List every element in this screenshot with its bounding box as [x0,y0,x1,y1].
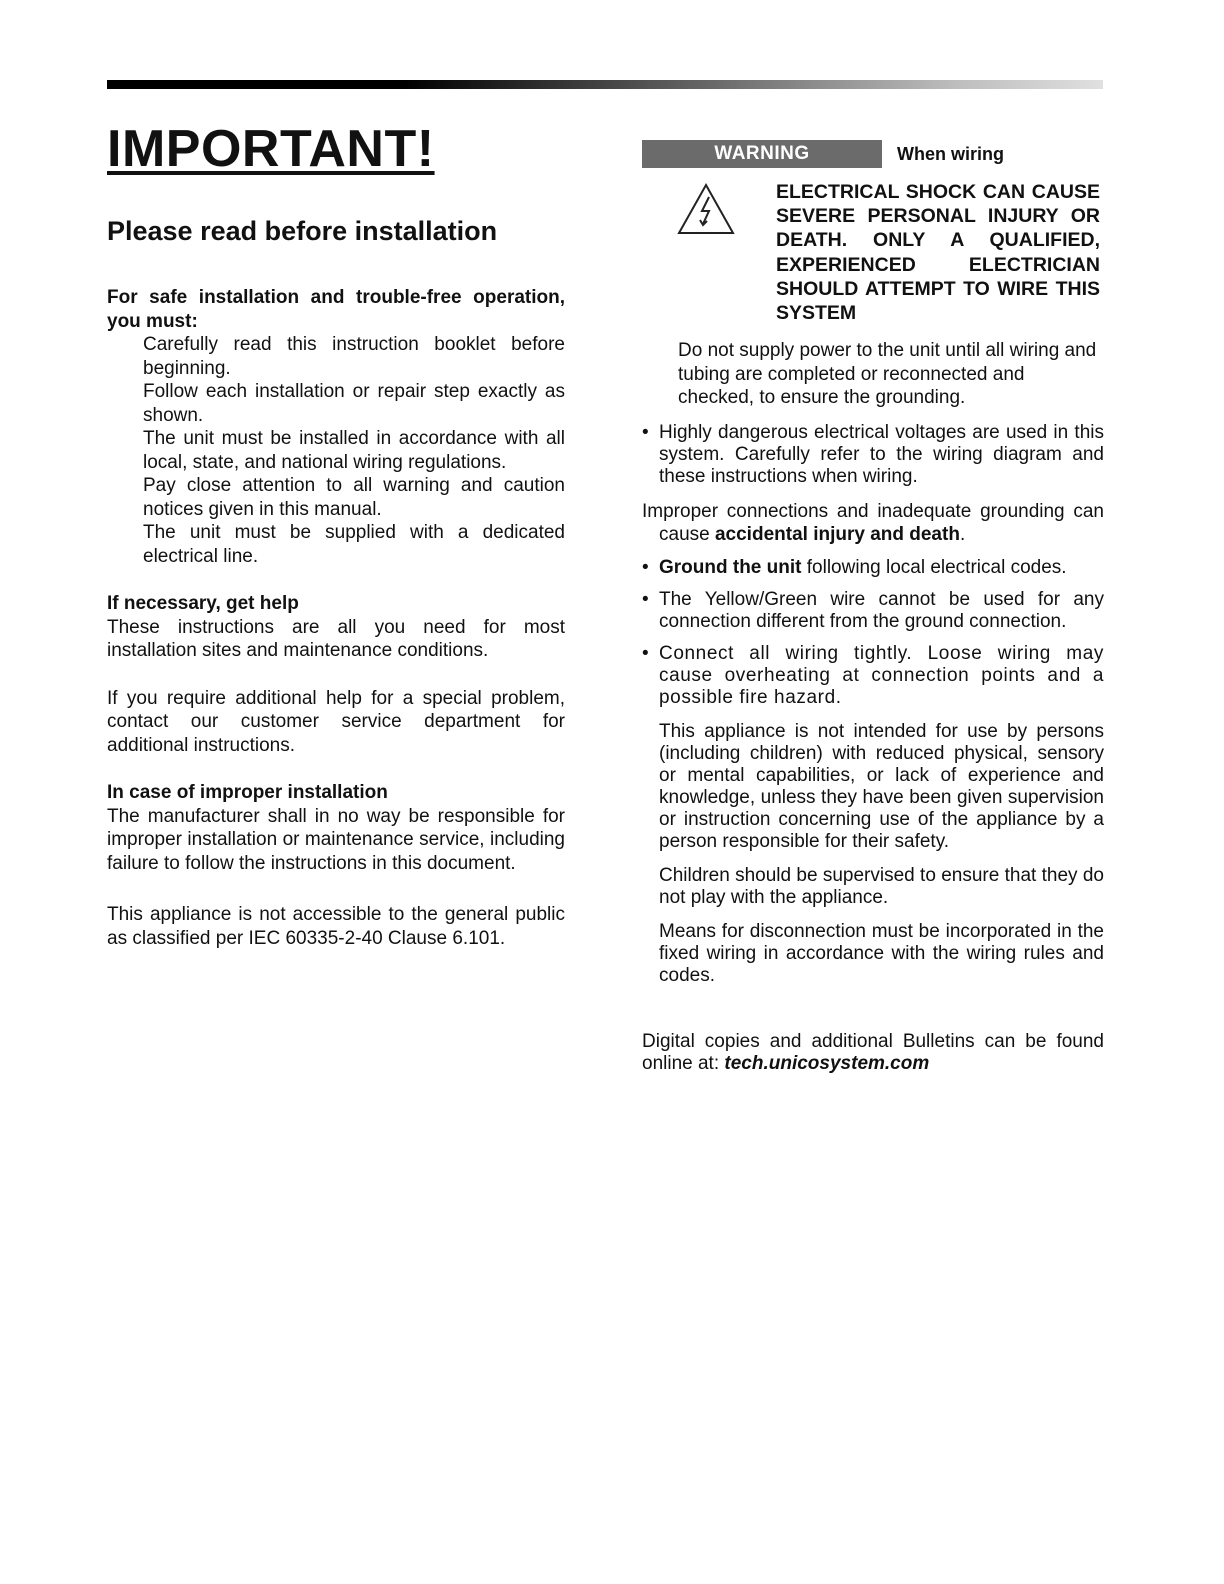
improper-heading: In case of improper installation [107,782,388,803]
list-item: • Ground the unit following local electrical codes. [642,557,1104,579]
safe-install-list [107,333,565,568]
appliance-persons-note: This appliance is not intended for use by persons (including children) with reduced physical, sensory or mental capabilities, or lack of experience and knowledge, unless they have been given supervision or instruction concerning use of the appliance by a person responsible for their safety. [659,720,1104,852]
power-note: Do not supply power to the unit until all wiring and tubing are completed or reconnected and checked, to ensure the grounding. [678,340,1097,409]
right-column [642,140,1104,1075]
page-title: IMPORTANT! [107,120,435,178]
website-link[interactable]: tech.unicosystem.com [724,1052,930,1074]
warning-body [642,180,1104,325]
list-item: • Connect all wiring tightly. Loose wiring may cause overheating at connection points and a possible fire hazard. [642,643,1104,709]
help-heading: If necessary, get help [107,593,299,614]
improper-connections-note: Improper connections and inadequate grounding can cause accidental injury and death. [642,500,1104,546]
list-item: Pay close attention to all warning and caution notices given in this manual. [143,475,565,520]
help-paragraph-2: If you require additional help for a special problem, contact our customer service department for additional instructions. [107,687,565,756]
left-column [107,118,565,950]
list-item: Follow each installation or repair step exactly as shown. [143,381,565,426]
warning-header [642,140,1104,168]
list-item: • Highly dangerous electrical voltages are used in this system. Carefully refer to the wiring diagram and these instructions when wiring. [642,422,1104,488]
safe-install-lead: For safe installation and trouble-free operation, you must: [107,287,565,332]
list-item: Carefully read this instruction booklet before beginning. [143,334,565,379]
list-item: The unit must be supplied with a dedicated electrical line. [143,522,565,567]
help-paragraph-1: These instructions are all you need for most installation sites and maintenance conditions. [107,616,565,661]
disconnection-note: Means for disconnection must be incorporated in the fixed wiring in accordance with the wiring rules and codes. [659,920,1104,986]
children-note: Children should be supervised to ensure that they do not play with the appliance. [659,864,1104,908]
list-item: The unit must be installed in accordance with all local, state, and national wiring regulations. [143,428,565,473]
page-subtitle: Please read before installation [107,216,498,246]
improper-paragraph: The manufacturer shall in no way be responsible for improper installation or maintenance service, including failure to follow the instructions in this document. [107,805,565,874]
warning-text: ELECTRICAL SHOCK CAN CAUSE SEVERE PERSONAL INJURY OR DEATH. ONLY A QUALIFIED, EXPERIENCED ELECTRICIAN SHOULD ATTEMPT TO WIRE THIS SYSTEM [776,181,1100,325]
warning-context: When wiring [897,143,1004,164]
wiring-bullets-2 [642,557,1104,709]
wiring-bullets-1 [642,422,1104,488]
list-item: • The Yellow/Green wire cannot be used for any connection different from the ground connection. [642,589,1104,633]
warning-badge: WARNING [642,140,882,168]
online-note: Digital copies and additional Bulletins can be found online at: tech.unicosystem.com [642,1030,1104,1074]
header-rule [107,80,1103,89]
public-note: This appliance is not accessible to the general public as classified per IEC 60335-2-40 Clause 6.101. [107,904,565,949]
electrical-hazard-icon [642,180,776,325]
